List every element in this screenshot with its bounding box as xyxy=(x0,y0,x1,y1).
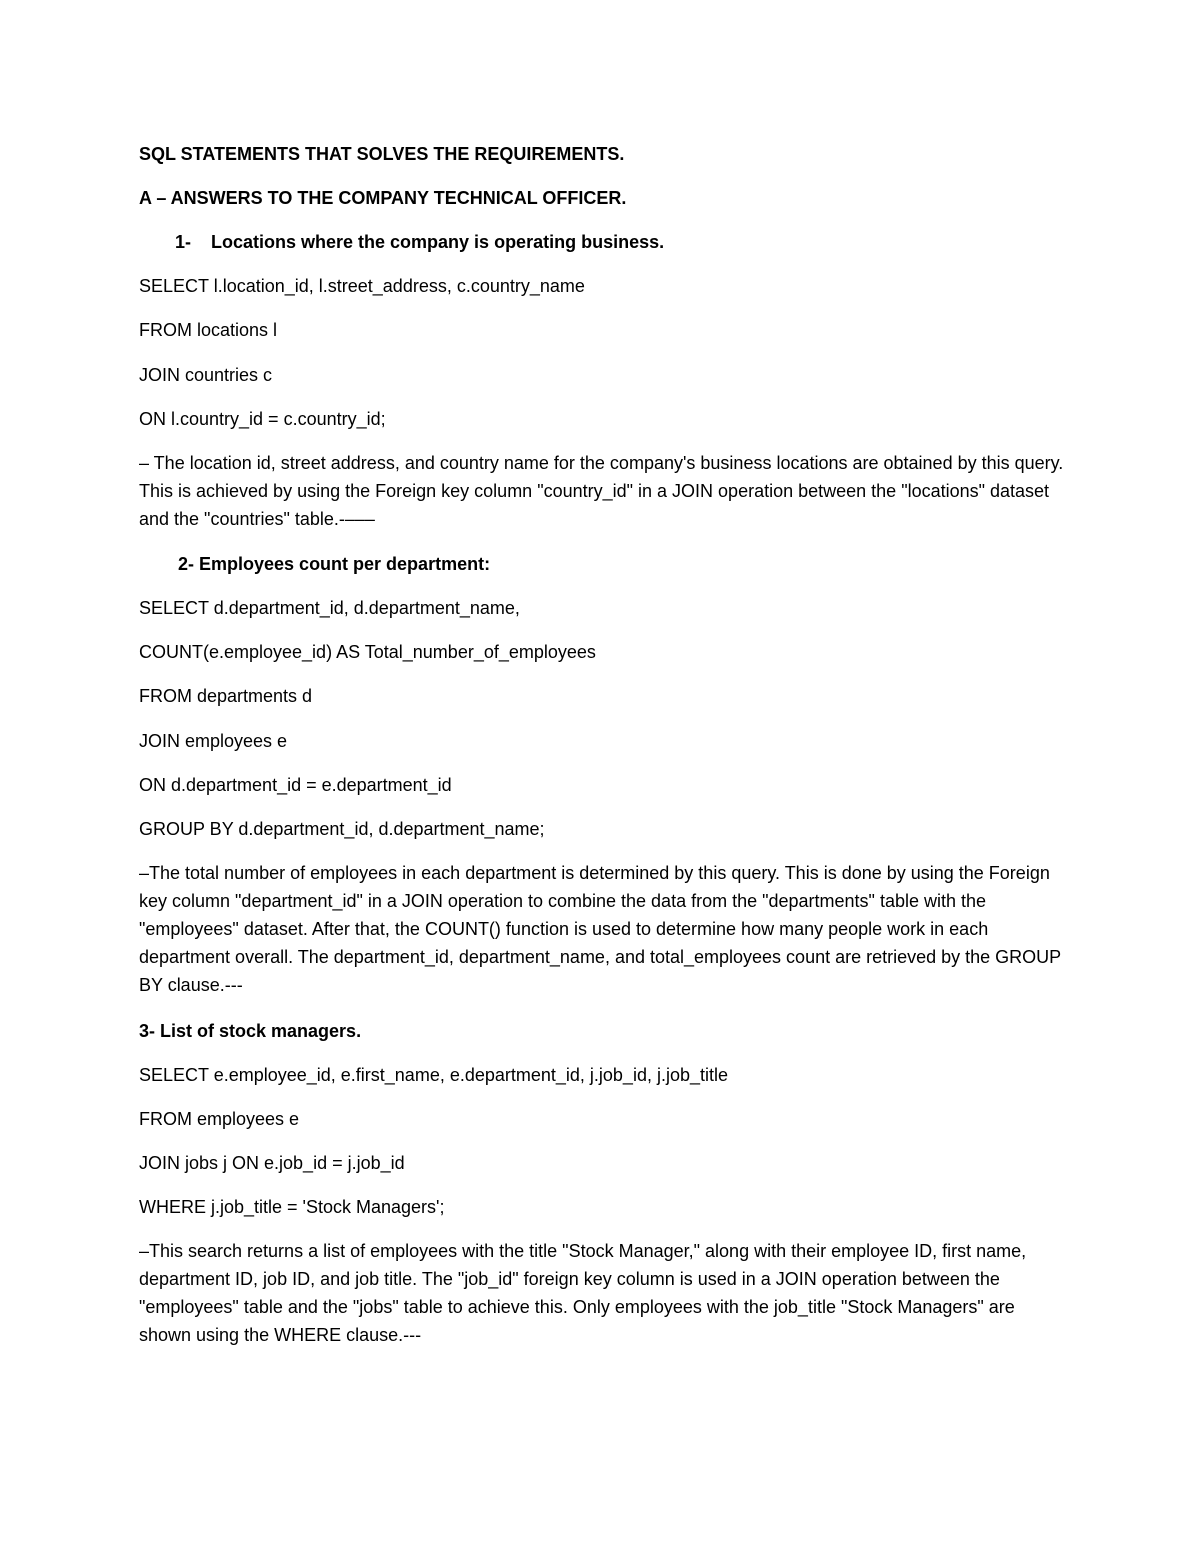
q1-sql-line: ON l.country_id = c.country_id; xyxy=(139,409,386,429)
q2-sql-line: SELECT d.department_id, d.department_name, xyxy=(139,598,520,618)
q1-sql-line: FROM locations l xyxy=(139,320,278,340)
q1-sql-line: JOIN countries c xyxy=(139,365,273,385)
q2-sql-line: ON d.department_id = e.department_id xyxy=(139,775,452,795)
q1-explanation: – The location id, street address, and country name for the company's business locations are obtained by this query. This is achieved by using the Foreign key column "country_id" in a JOIN operation between the "locations" dataset and the "countries" table.-––– xyxy=(139,453,1064,529)
q3-sql-line: WHERE j.job_title = 'Stock Managers'; xyxy=(139,1197,445,1217)
q3-sql-line: FROM employees e xyxy=(139,1109,300,1129)
q2-explanation: –The total number of employees in each department is determined by this query. This is done by using the Foreign key column "department_id" in a JOIN operation to combine the data from the "departments" table with the "employees" dataset. After that, the COUNT() function is used to determine how many people work in each department overall. The department_id, department_name, and total_employees count are retrieved by the GROUP BY clause.--- xyxy=(139,863,1061,995)
q2-sql-line: GROUP BY d.department_id, d.department_name; xyxy=(139,819,545,839)
q1-number: 1- xyxy=(175,232,192,252)
q3-sql-line: JOIN jobs j ON e.job_id = j.job_id xyxy=(139,1153,405,1173)
q1-sql-line: SELECT l.location_id, l.street_address, c.country_name xyxy=(139,276,585,296)
q2-sql-line: JOIN employees e xyxy=(139,731,288,751)
q1-heading xyxy=(175,228,664,256)
q2-sql-line: COUNT(e.employee_id) AS Total_number_of_employees xyxy=(139,642,596,662)
q3-sql-line: SELECT e.employee_id, e.first_name, e.department_id, j.job_id, j.job_title xyxy=(139,1065,728,1085)
document-title: SQL STATEMENTS THAT SOLVES THE REQUIREMENTS. xyxy=(139,144,625,164)
q2-sql-line: FROM departments d xyxy=(139,686,313,706)
section-a-heading: A – ANSWERS TO THE COMPANY TECHNICAL OFFICER. xyxy=(139,188,627,208)
q3-explanation: –This search returns a list of employees with the title "Stock Manager," along with their employee ID, first name, department ID, job ID, and job title. The "job_id" foreign key column is used in a JOIN operation between the "employees" table and the "jobs" table to achieve this. Only employees with the job_title "Stock Managers" are shown using the WHERE clause.--- xyxy=(139,1241,1027,1345)
q1-heading-text: Locations where the company is operating business. xyxy=(211,232,665,252)
q2-heading: 2- Employees count per department: xyxy=(178,554,491,574)
q3-heading: 3- List of stock managers. xyxy=(139,1021,362,1041)
